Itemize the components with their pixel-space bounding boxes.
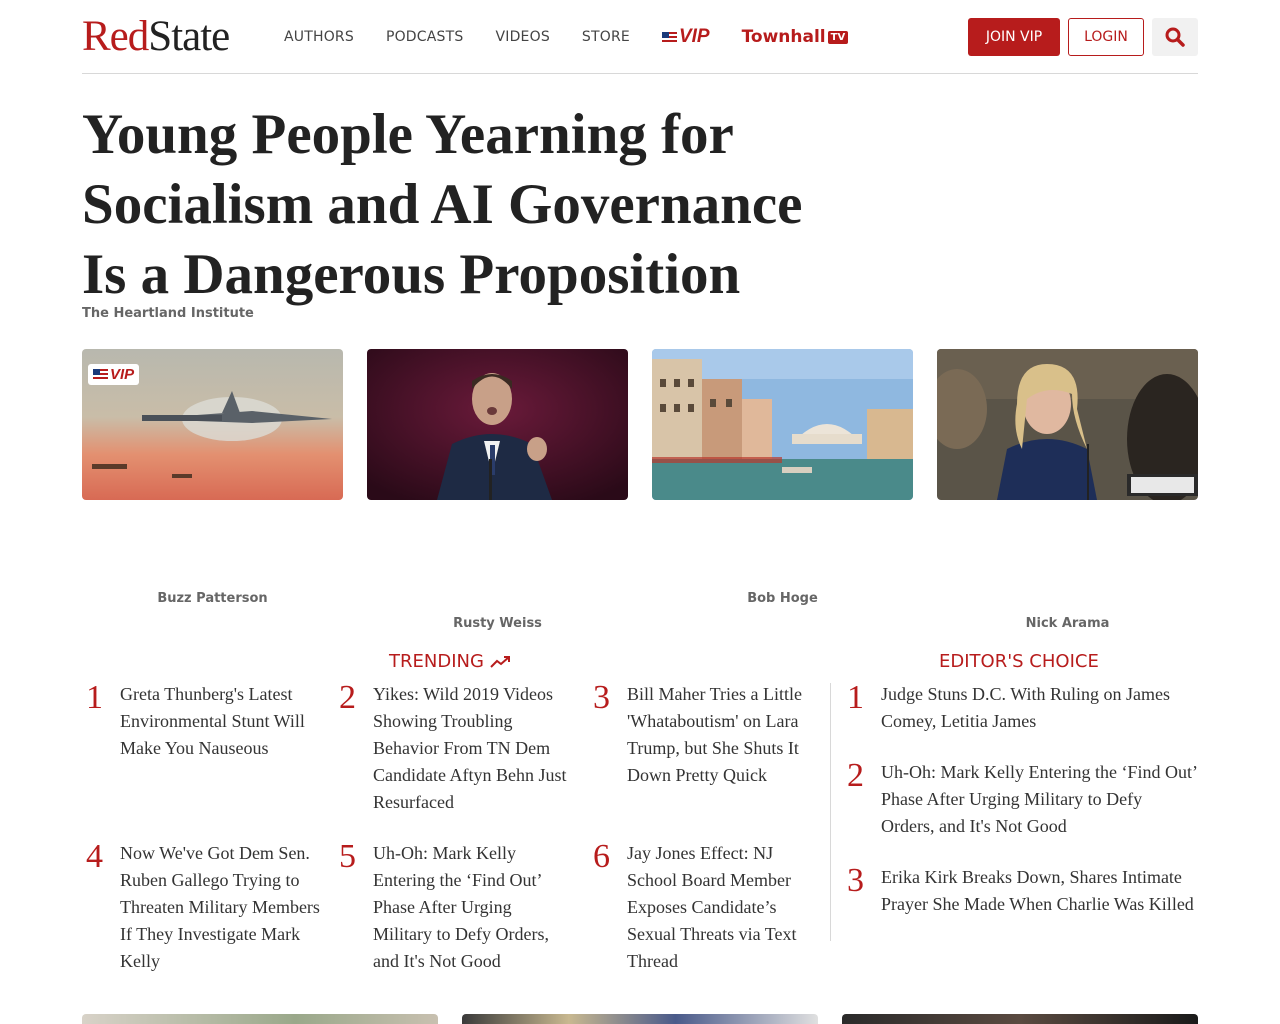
flag-icon [662,32,677,43]
site-header [82,0,1198,74]
trending-link[interactable]: Greta Thunberg's Latest Environmental Stunt Will Make You Nauseous [120,684,305,758]
editors-item[interactable] [843,681,1203,735]
headline-title[interactable]: Young People Yearning for Socialism and AI Governance Is a Dangerous Proposition [82,103,803,306]
headline-source[interactable]: The Heartland Institute [82,306,254,321]
bottom-card-image-1[interactable] [82,1014,438,1024]
vip-badge [88,364,139,385]
editors-rank: 2 [847,757,864,794]
logo-red-text: Red [82,13,149,60]
trending-rank: 2 [339,679,356,716]
trending-item[interactable] [82,840,322,975]
card-1-author[interactable]: Buzz Patterson [157,591,268,606]
trending-up-icon [490,655,512,669]
nav-videos[interactable]: VIDEOS [495,29,550,45]
tv-badge: TV [828,31,849,44]
bottom-card-image-3[interactable] [842,1014,1198,1024]
trending-link[interactable]: Bill Maher Tries a Little 'Whataboutism' on Lara Trump, but She Shuts It Down Pretty Quick [627,684,802,785]
flag-icon [93,369,108,380]
search-icon [1165,27,1185,47]
editors-rank: 1 [847,679,864,716]
trending-rank: 4 [86,838,103,875]
card-image-3[interactable] [652,349,913,500]
legislator-photo [937,349,1198,500]
join-vip-button[interactable]: JOIN VIP [968,18,1060,56]
trending-link[interactable]: Uh-Oh: Mark Kelly Entering the ‘Find Out’ Phase After Urging Military to Defy Orders, and It's Not Good [373,843,549,971]
editors-link[interactable]: Judge Stuns D.C. With Ruling on James Comey, Letitia James [881,684,1170,731]
editors-item[interactable] [843,864,1203,918]
trending-heading [389,651,512,672]
card-image-4[interactable] [937,349,1198,500]
search-button[interactable] [1152,18,1198,56]
main-nav [284,26,848,48]
card-image-1[interactable] [82,349,343,500]
site-logo[interactable] [82,12,229,61]
editors-rank: 3 [847,862,864,899]
vip-badge-label: VIP [110,366,135,383]
editors-link[interactable]: Uh-Oh: Mark Kelly Entering the ‘Find Out’ Phase After Urging Military to Defy Orders, and It's Not Good [881,762,1197,836]
nav-vip[interactable] [662,26,710,48]
trending-title: TRENDING [389,651,484,672]
trending-item[interactable] [82,681,322,762]
bottom-card-image-2[interactable] [462,1014,818,1024]
card-image-2[interactable] [367,349,628,500]
trending-rank: 1 [86,679,103,716]
card-2-author[interactable]: Rusty Weiss [453,616,542,631]
logo-dark-text: State [148,13,230,60]
trending-rank: 3 [593,679,610,716]
nav-store[interactable]: STORE [581,29,630,45]
nav-townhall-tv[interactable] [742,27,849,47]
trending-item[interactable] [589,840,829,975]
trending-item[interactable] [335,840,575,975]
login-button[interactable]: LOGIN [1068,18,1144,56]
trending-rank: 5 [339,838,356,875]
trending-item[interactable] [589,681,829,789]
column-divider [830,683,831,941]
trending-link[interactable]: Yikes: Wild 2019 Videos Showing Troubling Behavior From TN Dem Candidate Aftyn Behn Just Resurfaced [373,684,567,812]
editors-link[interactable]: Erika Kirk Breaks Down, Shares Intimate Prayer She Made When Charlie Was Killed [881,867,1194,914]
venice-canal-photo [652,349,913,500]
trending-rank: 6 [593,838,610,875]
trending-link[interactable]: Jay Jones Effect: NJ School Board Member Exposes Candidate’s Sexual Threats via Text Thread [627,843,797,971]
editors-item[interactable] [843,759,1203,840]
card-3-author[interactable]: Bob Hoge [747,591,818,606]
townhall-label: Townhall [741,27,826,47]
editors-choice-heading: EDITOR'S CHOICE [939,651,1099,672]
trending-link[interactable]: Now We've Got Dem Sen. Ruben Gallego Trying to Threaten Military Members If They Investigate Mark Kelly [120,843,320,971]
card-4-author[interactable]: Nick Arama [1025,616,1110,631]
nav-authors[interactable]: AUTHORS [284,29,354,45]
nav-podcasts[interactable]: PODCASTS [385,29,464,45]
speaker-photo [367,349,628,500]
nav-vip-label: VIP [678,26,710,47]
trending-item[interactable] [335,681,575,816]
